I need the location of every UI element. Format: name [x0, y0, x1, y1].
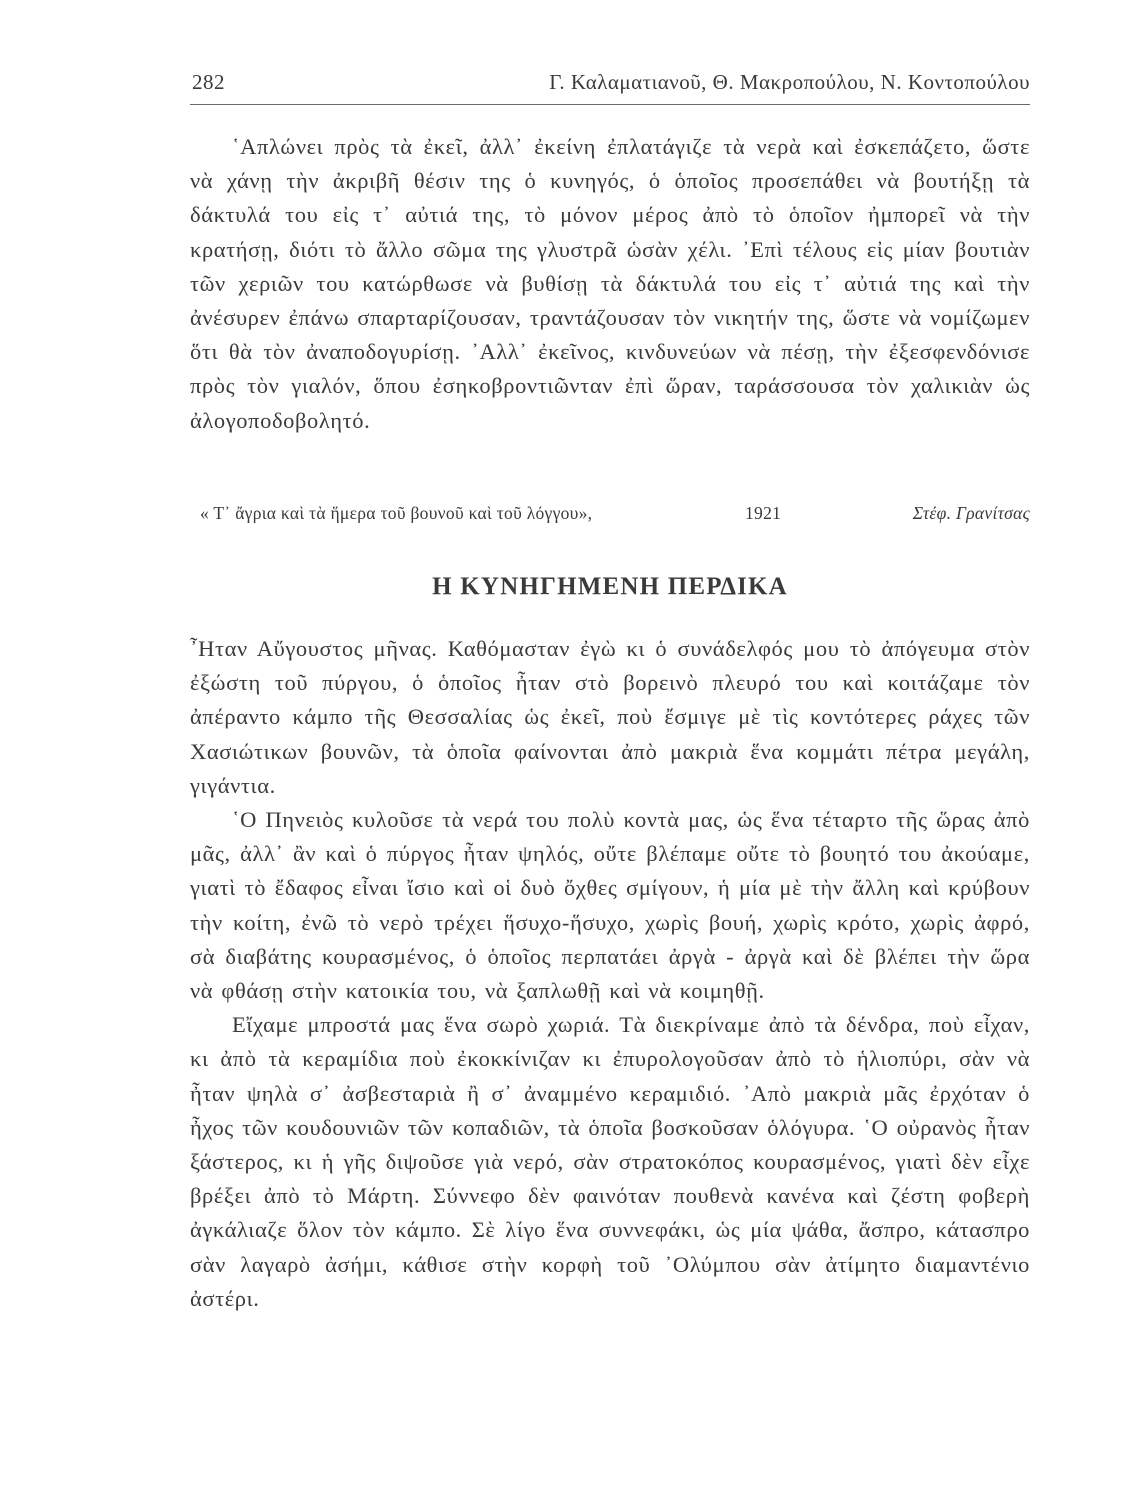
running-head [190, 70, 1030, 102]
story-paragraph: ῏Ηταν Αὔγουστος μῆνας. Καθόμασταν ἐγὼ κι ὁ συνάδελφός μου τὸ ἀπόγευμα στὸν ἐξώστη τοῦ πύργου, ὁ ὁποῖος ἦταν στὸ βορεινὸ πλευρό του καὶ κοιτάζαμε τὸν ἀπέραντο κάμπο τῆς Θεσσαλίας ὡς ἐκεῖ, ποὺ ἔσμιγε μὲ τὶς κοντότερες ράχες τῶν Χασιώτικων βουνῶν, τὰ ὁποῖα φαίνονται ἀπὸ μακριὰ ἕνα κομμάτι πέτρα μεγάλη, γιγάντια. [190, 636, 1030, 798]
source-author: Στέφ. Γρανίτσας [912, 503, 1030, 523]
story-text [190, 632, 1030, 1316]
story-paragraph: ῾Ο Πηνειὸς κυλοῦσε τὰ νερά του πολὺ κοντὰ μας, ὡς ἕνα τέταρτο τῆς ὥρας ἀπὸ μᾶς, ἀλλ᾽ ἂν καὶ ὁ πύργος ἦταν ψηλός, οὔτε βλέπαμε οὔτε τὸ βουητό του ἀκούαμε, γιατὶ τὸ ἔδαφος εἶναι ἴσιο καὶ οἱ δυὸ ὄχθες σμίγουν, ἡ μία μὲ τὴν ἄλλη καὶ κρύβουν τὴν κοίτη, ἐνῶ τὸ νερὸ τρέχει ἥσυχο-ἥσυχο, χωρὶς βουή, χωρὶς κρότο, χωρὶς ἀφρό, σὰ διαβάτης κουρασμένος, ὁ ὁποῖος περπατάει ἀργὰ - ἀργὰ καὶ δὲ βλέπει τὴν ὥρα νὰ φθάσῃ στὴν κατοικία του, νὰ ξαπλωθῇ καὶ νὰ κοιμηθῇ. [190, 807, 1030, 1004]
header-rule [190, 104, 1030, 105]
excerpt-text [190, 130, 1030, 438]
story-paragraph: Εἴχαμε μπροστά μας ἕνα σωρὸ χωριά. Τὰ διεκρίναμε ἀπὸ τὰ δένδρα, ποὺ εἶχαν, κι ἀπὸ τὰ κεραμίδια ποὺ ἐκοκκίνιζαν κι ἐπυρολογοῦσαν ἀπὸ τὸ ἡλιοπύρι, σὰν νὰ ἦταν ψηλὰ σ᾽ ἀσβεσταριὰ ἢ σ᾽ ἀναμμένο κεραμιδιό. ᾽Απὸ μακριὰ μᾶς ἐρχόταν ὁ ἦχος τῶν κουδουνιῶν τῶν κοπαδιῶν, τὰ ὁποῖα βοσκοῦσαν ὁλόγυρα. ῾Ο οὐρανὸς ἦταν ξάστερος, κι ἡ γῆς διψοῦσε γιὰ νερό, σὰν στρατοκόπος κουρασμένος, γιατὶ δὲν εἶχε βρέξει ἀπὸ τὸ Μάρτη. Σύννεφο δὲν φαινόταν πουθενὰ κανένα καὶ ζέστη φοβερὴ ἀγκάλιαζε ὅλον τὸν κάμπο. Σὲ λίγο ἕνα συννεφάκι, ὡς μία ψάθα, ἄσπρο, κάτασπρο σὰν λαγαρὸ ἀσήμι, κάθισε στὴν κορφὴ τοῦ ᾽Ολύμπου σὰν ἀτίμητο διαμαντένιο ἀστέρι. [190, 1012, 1030, 1311]
page-number: 282 [192, 70, 225, 94]
excerpt-paragraph: ῾Απλώνει πρὸς τὰ ἐκεῖ, ἀλλ᾽ ἐκείνη ἐπλατάγιζε τὰ νερὰ καὶ ἐσκεπάζετο, ὥστε νὰ χάνῃ τὴν ἀκριβῆ θέσιν της ὁ κυνηγός, ὁ ὁποῖος προσεπάθει νὰ βουτήξῃ τὰ δάκτυλά του εἰς τ᾽ αὐτιά της, τὸ μόνον μέρος ἀπὸ τὸ ὁποῖον ἠμπορεῖ νὰ τὴν κρατήσῃ, διότι τὸ ἄλλο σῶμα της γλυστρᾶ ὡσὰν χέλι. ᾽Επὶ τέλους εἰς μίαν βουτιὰν τῶν χεριῶν του κατώρθωσε νὰ βυθίσῃ τὰ δάκτυλά του εἰς τ᾽ αὐτιά της καὶ τὴν ἀνέσυρεν ἐπάνω σπαρταρίζουσαν, τραντάζουσαν τὸν νικητήν της, ὥστε νὰ νομίζωμεν ὅτι θὰ τὸν ἀναποδογυρίσῃ. ᾽Αλλ᾽ ἐκεῖνος, κινδυνεύων νὰ πέσῃ, τὴν ἐξεσφενδόνισε πρὸς τὸν γιαλόν, ὅπου ἐσηκοβροντιῶνταν ἐπὶ ὥραν, ταράσσουσα τὸν χαλικιὰν ὡς ἀλογοποδοβολητό. [190, 134, 1030, 433]
source-year: 1921 [745, 503, 782, 523]
header-authors: Γ. Καλαματιανοῦ, Θ. Μακροπούλου, Ν. Κοντοπούλου [549, 70, 1030, 94]
story-title: Η ΚΥΝΗΓΗΜΕΝΗ ΠΕΡΔΙΚΑ [432, 573, 788, 600]
source-title: « Τ᾽ ἄγρια καὶ τὰ ἥμερα τοῦ βουνοῦ καὶ τοῦ λόγγου», [200, 503, 593, 523]
source-citation [190, 503, 1030, 533]
